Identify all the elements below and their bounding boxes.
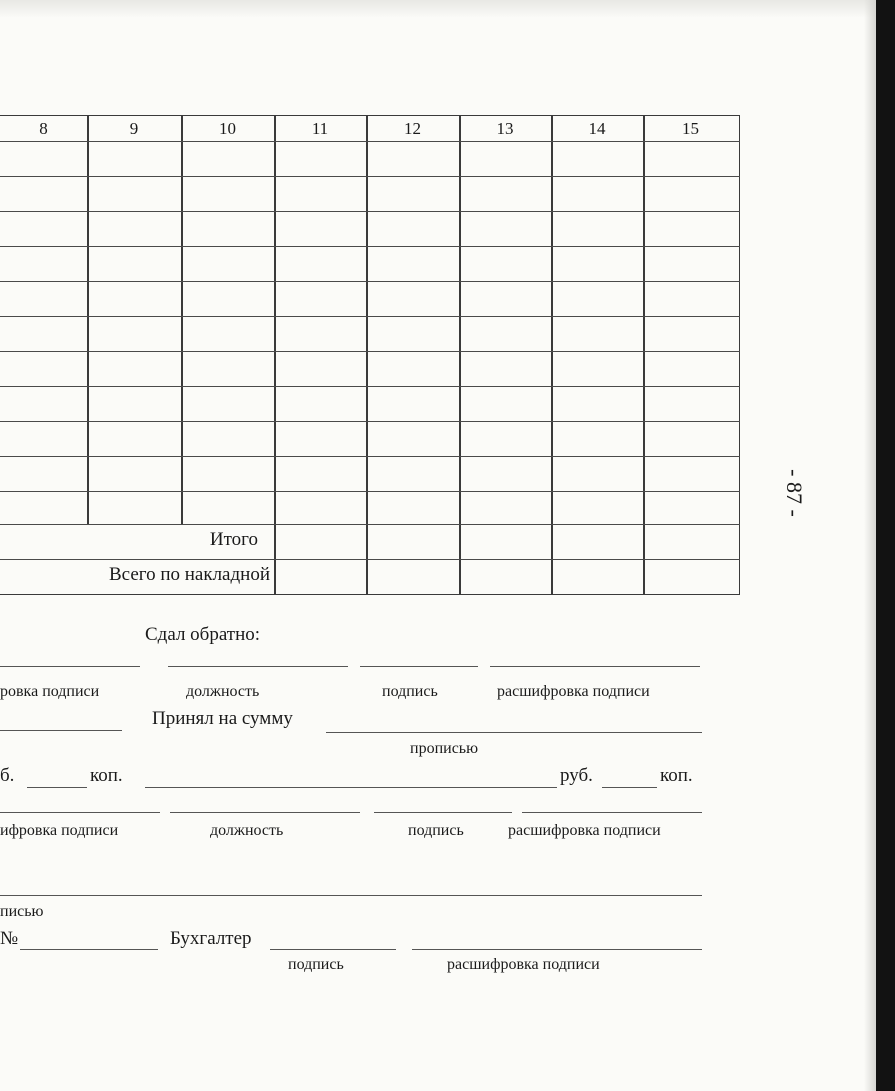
col-header-10: 10 [219,119,236,138]
caption-signature: подпись [382,683,438,700]
col-header-12: 12 [404,119,421,138]
grand-total-label: Всего по накладной [108,564,270,585]
caption-decoding-left-2: ифровка подписи [0,822,119,839]
rub-left-label: б. [0,765,15,786]
caption-in-words-left: писью [0,903,44,920]
col-header-13: 13 [496,119,514,138]
accountant-label: Бухгалтер [170,928,252,949]
caption-in-words: прописью [410,740,479,757]
returned-heading: Сдал обратно: [145,624,261,645]
col-header-14: 14 [588,119,606,138]
col-header-8: 8 [39,119,48,138]
kop-right-label: коп. [660,765,693,786]
number-sign: № [0,928,19,949]
kop-left-label: коп. [90,765,123,786]
col-header-15: 15 [682,119,699,138]
scan-right-shadow [864,0,876,1091]
caption-decoding-2: расшифровка подписи [508,822,661,839]
caption-decoding: расшифровка подписи [497,683,650,700]
goods-table [0,115,740,595]
page-number: - 87 - [781,469,807,517]
caption-accountant-signature: подпись [288,956,344,973]
caption-signature-2: подпись [408,822,464,839]
caption-position-2: должность [210,822,284,839]
scan-top-shadow [0,0,895,18]
caption-decoding-left: ровка подписи [0,683,100,700]
rub-right-label: руб. [560,765,593,786]
caption-accountant-decoding: расшифровка подписи [447,956,600,973]
caption-position: должность [186,683,260,700]
col-header-11: 11 [311,119,329,138]
col-header-9: 9 [129,119,139,138]
accepted-sum-label: Принял на сумму [152,708,293,729]
total-label: Итого [209,529,258,550]
scan-right-edge [876,0,895,1091]
